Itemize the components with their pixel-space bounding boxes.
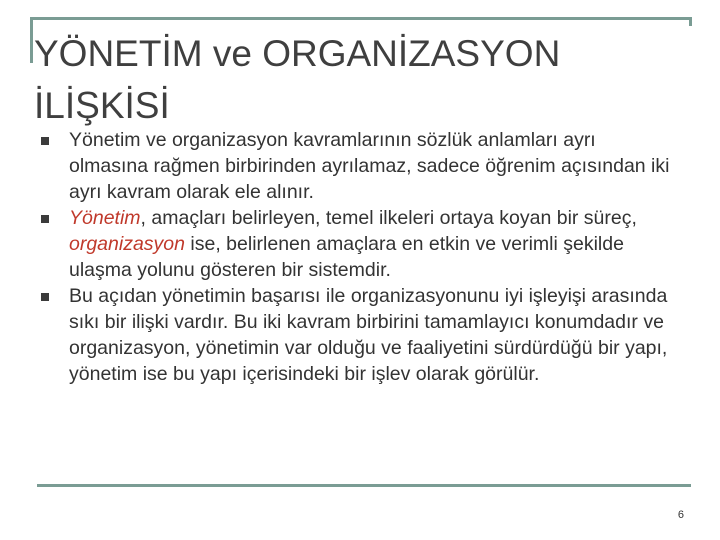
bullet-item-3 — [38, 283, 678, 387]
footer-divider — [37, 484, 691, 487]
bullet-text-1: Yönetim ve organizasyon kavramlarının sözlük anlamları ayrı olmasına rağmen birbirinden ayrılamaz, sadece öğrenim açısından iki ayrı kavram olarak ele alınır. — [69, 129, 670, 203]
page-number: 6 — [677, 509, 684, 521]
square-bullet-icon — [41, 215, 49, 223]
bullet-text-2b: ise, belirlenen amaçlara en etkin ve verimli şekilde ulaşma yolunu gösteren bir sistemdir. — [69, 233, 624, 281]
bullet-text-2a: , amaçları belirleyen, temel ilkeleri ortaya koyan bir süreç, — [140, 207, 637, 229]
bullet-item-2 — [38, 205, 678, 283]
square-bullet-icon — [41, 293, 49, 301]
slide-title: YÖNETİM ve ORGANİZASYON İLİŞKİSİ — [34, 33, 561, 126]
title-frame-top-border — [30, 17, 692, 20]
bullet-list — [38, 127, 678, 387]
term-yonetim: Yönetim — [69, 207, 141, 229]
title-frame-right-border — [689, 17, 692, 26]
term-organizasyon: organizasyon — [69, 233, 185, 255]
bullet-item-1 — [38, 127, 678, 205]
square-bullet-icon — [41, 137, 49, 145]
bullet-text-3: Bu açıdan yönetimin başarısı ile organizasyonunu iyi işleyişi arasında sıkı bir ilişki vardır. Bu iki kavram birbirini tamamlayıcı konumdadır ve organizasyon, yönetimin var olduğu ve faaliyetini sürdürdüğü bir yapı, yönetim ise bu yapı içerisindeki bir işlev olarak görülür. — [69, 285, 668, 385]
title-frame-left-border — [30, 17, 33, 63]
